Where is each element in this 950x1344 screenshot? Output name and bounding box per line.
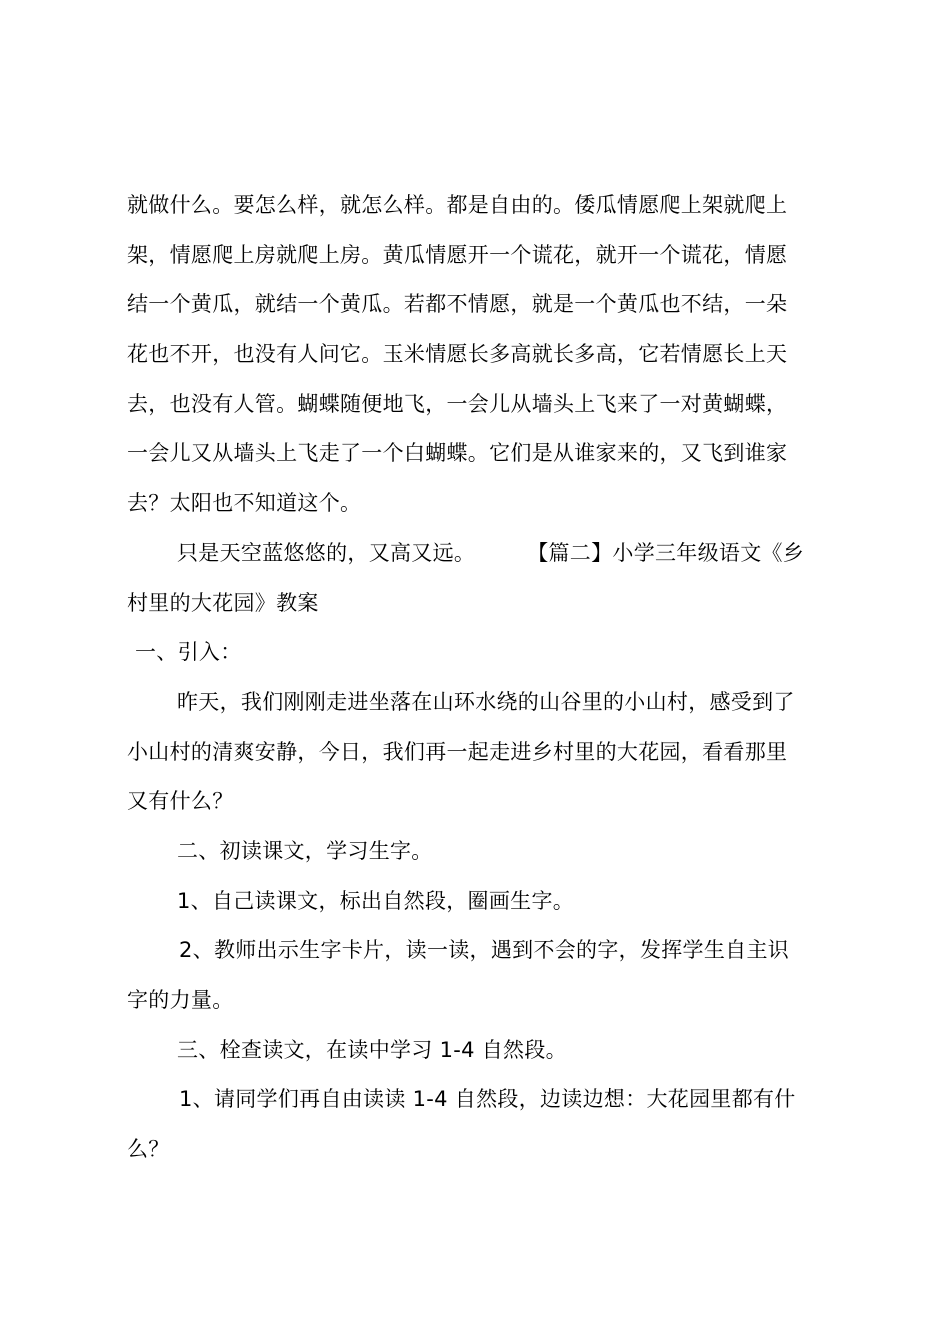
section-title: 【篇二】小学三年级语文《乡 <box>527 540 805 565</box>
paragraph-line <box>127 529 833 579</box>
paragraph-line: 架，情愿爬上房就爬上房。黄瓜情愿开一个谎花，就开一个谎花，情愿 <box>127 242 788 267</box>
list-item-continued: 字的力量。 <box>127 988 234 1012</box>
paragraph-text: 只是天空蓝悠悠的，又高又远。 <box>177 540 476 565</box>
document-body <box>127 181 833 1175</box>
list-item: 1、请同学们再自由读读 1-4 自然段，边读边想：大花园里都有什 <box>179 1087 796 1112</box>
paragraph-line: 昨天，我们刚刚走进坐落在山环水绕的山谷里的小山村，感受到了 <box>177 689 795 714</box>
paragraph-line: 一会儿又从墙头上飞走了一个白蝴蝶。它们是从谁家来的，又飞到谁家 <box>127 441 788 466</box>
section-heading: 二、初读课文，学习生字。 <box>177 838 433 863</box>
section-heading: 三、栓查读文，在读中学习 1-4 自然段。 <box>177 1037 567 1062</box>
section-heading: 一、引入： <box>135 640 242 665</box>
list-item: 2、教师出示生字卡片，读一读，遇到不会的字，发挥学生自主识 <box>179 938 790 963</box>
paragraph-line: 就做什么。要怎么样，就怎么样。都是自由的。倭瓜情愿爬上架就爬上 <box>127 193 788 217</box>
paragraph-line: 花也不开，也没有人问它。玉米情愿长多高就长多高，它若情愿长上天 <box>127 342 788 367</box>
list-item: 1、自己读课文，标出自然段，圈画生字。 <box>177 888 575 913</box>
paragraph-line: 去，也没有人管。蝴蝶随便地飞，一会儿从墙头上飞来了一对黄蝴蝶， <box>127 391 788 416</box>
section-title-continued: 村里的大花园》教案 <box>127 590 319 615</box>
list-item-continued: 么？ <box>127 1137 170 1162</box>
paragraph-line: 又有什么？ <box>127 789 234 814</box>
paragraph-line: 小山村的清爽安静，今日，我们再一起走进乡村里的大花园，看看那里 <box>127 739 788 764</box>
paragraph-line: 结一个黄瓜，就结一个黄瓜。若都不情愿，就是一个黄瓜也不结，一朵 <box>127 292 788 317</box>
paragraph-line: 去？太阳也不知道这个。 <box>127 491 362 516</box>
